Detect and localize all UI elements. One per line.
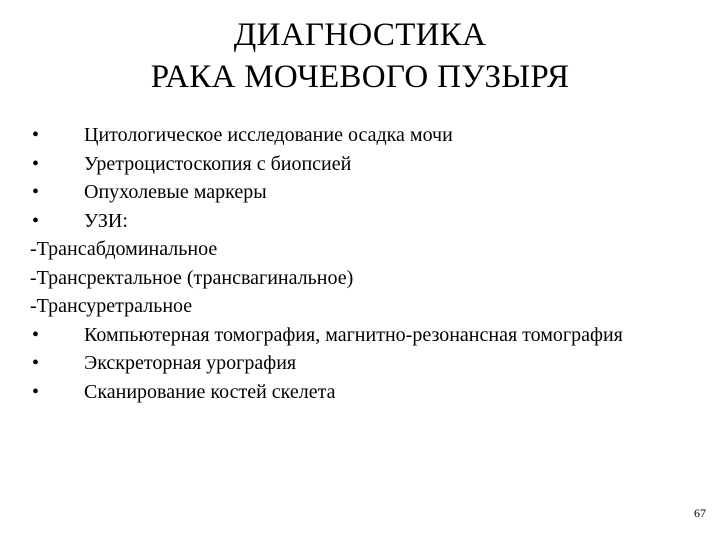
list-item (30, 378, 710, 407)
sub-item-text: -Трансректальное (трансвагинальное) (30, 266, 354, 289)
list-item (30, 150, 710, 179)
sub-item-text: -Трансуретральное (30, 295, 193, 317)
bullet-icon: • (32, 124, 40, 146)
list-item (30, 121, 710, 150)
list-item-text: Компьютерная томография, магнитно-резонансная томография (84, 323, 623, 346)
bullet-icon: • (32, 352, 40, 374)
list-item (30, 349, 710, 378)
title-line-2: РАКА МОЧЕВОГО ПУЗЫРЯ (150, 59, 570, 95)
list-item (30, 321, 710, 350)
slide-title (0, 14, 720, 98)
list-item-text: УЗИ: (84, 209, 128, 232)
bullet-icon: • (32, 181, 40, 203)
list-item (30, 207, 710, 236)
bullet-icon: • (32, 152, 40, 175)
sub-item (30, 235, 710, 264)
list-item-text: Опухолевые маркеры (84, 181, 267, 203)
bullet-icon: • (32, 323, 40, 346)
content-list (30, 121, 710, 406)
bullet-icon: • (32, 380, 40, 403)
title-line-1: ДИАГНОСТИКА (233, 17, 487, 53)
sub-item-text: -Трансабдоминальное (30, 238, 218, 260)
sub-item (30, 292, 710, 321)
page-number: 67 (694, 506, 706, 520)
sub-item (30, 264, 710, 293)
list-item-text: Экскреторная урография (84, 352, 297, 374)
list-item (30, 178, 710, 207)
bullet-icon: • (32, 209, 40, 232)
list-item-text: Цитологическое исследование осадка мочи (84, 124, 453, 146)
list-item-text: Уретроцистоскопия с биопсией (84, 152, 352, 175)
list-item-text: Сканирование костей скелета (84, 380, 336, 403)
